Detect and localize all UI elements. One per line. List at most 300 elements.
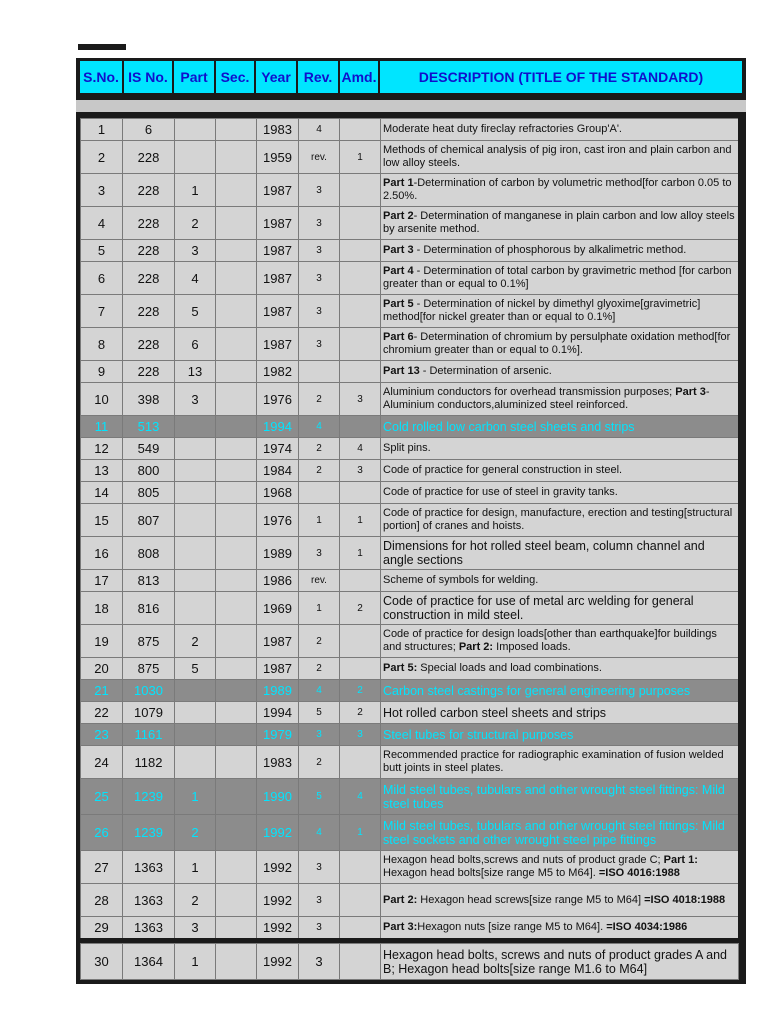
cell-sec [216,917,257,939]
cell-sec [216,262,257,295]
cell-sno: 30 [81,944,123,980]
description-text: Code of practice for use of metal arc welding for general construction in mild steel. [383,594,694,622]
table-row [81,240,739,262]
cell-amd [340,416,381,438]
table-row [81,438,739,460]
cell-year: 1983 [257,746,299,779]
cell-amd: 3 [340,724,381,746]
cell-part: 2 [175,625,216,658]
cell-description [381,884,739,917]
cell-description [381,438,739,460]
cell-part [175,460,216,482]
description-text: Scheme of symbols for welding. [383,574,539,586]
cell-description [381,119,739,141]
header-isno: IS No. [124,61,174,93]
cell-sno: 2 [81,141,123,174]
cell-amd: 2 [340,592,381,625]
cell-year: 1987 [257,174,299,207]
table-row [81,262,739,295]
cell-part [175,724,216,746]
cell-rev: 3 [299,884,340,917]
description-part-label: Part 5: [383,662,418,674]
description-text: - Determination of manganese in plain carbon and low alloy steels by arsenite method. [383,210,735,235]
description-text: Hexagon head bolts, screws and nuts of product grades A and B; Hexagon head bolts[size range M1.6 to M64] [383,947,727,976]
cell-isno: 1079 [123,702,175,724]
description-part-label: Part 1 [383,177,414,189]
cell-isno: 1239 [123,815,175,851]
cell-sec [216,779,257,815]
cell-description [381,680,739,702]
cell-rev: 5 [299,779,340,815]
cell-part: 2 [175,884,216,917]
cell-sec [216,141,257,174]
cell-sec [216,504,257,537]
cell-isno: 1030 [123,680,175,702]
description-text: - Determination of arsenic. [419,365,552,377]
cell-isno: 398 [123,383,175,416]
header-description: DESCRIPTION (TITLE OF THE STANDARD) [380,61,742,93]
cell-sno: 9 [81,361,123,383]
cell-amd [340,295,381,328]
cell-amd [340,328,381,361]
cell-isno: 228 [123,141,175,174]
cell-amd [340,944,381,980]
table-row [81,537,739,570]
cell-sno: 13 [81,460,123,482]
cell-rev: 3 [299,851,340,884]
description-text: Hexagon head bolts,screws and nuts of product grade C; [383,854,664,866]
description-part-label: Part 1: [663,854,698,866]
tail-body [81,944,739,980]
description-text: Code of practice for design, manufacture, erection and testing[structural portion] of cranes and hoists. [383,507,733,532]
description-part-label: Part 5 [383,298,414,310]
cell-description [381,416,739,438]
cell-year: 1982 [257,361,299,383]
description-text: -Determination of carbon by volumetric method[for carbon 0.05 to 2.50%. [383,177,732,202]
cell-sec [216,570,257,592]
description-part-label: Part 4 [383,265,414,277]
cell-rev: 2 [299,625,340,658]
cell-description [381,537,739,570]
cell-description [381,460,739,482]
cell-part [175,416,216,438]
cell-amd [340,262,381,295]
description-text: Special loads and load combinations. [417,662,602,674]
table-row [81,482,739,504]
cell-amd [340,658,381,680]
cell-sno: 19 [81,625,123,658]
cell-isno: 1161 [123,724,175,746]
cell-sec [216,207,257,240]
cell-amd [340,746,381,779]
cell-part: 13 [175,361,216,383]
table-row [81,328,739,361]
cell-amd [340,884,381,917]
cell-part: 3 [175,240,216,262]
cell-description [381,851,739,884]
cell-rev: 3 [299,917,340,939]
cell-sno: 18 [81,592,123,625]
cell-rev: 4 [299,815,340,851]
cell-part [175,680,216,702]
cell-isno: 549 [123,438,175,460]
description-text: Methods of chemical analysis of pig iron, cast iron and plain carbon and low alloy steels. [383,144,732,169]
cell-year: 1987 [257,625,299,658]
cell-sec [216,724,257,746]
cell-description [381,240,739,262]
cell-part [175,746,216,779]
tail-table-container [80,943,738,981]
description-text: - Aluminium conductors,aluminized steel reinforced. [383,386,710,411]
cell-rev: 1 [299,504,340,537]
cell-year: 1987 [257,658,299,680]
cell-isno: 807 [123,504,175,537]
description-part-label: Part 2 [383,210,414,222]
cell-amd: 1 [340,815,381,851]
tail-table [80,943,739,980]
cell-isno: 228 [123,207,175,240]
cell-part: 3 [175,383,216,416]
cell-part [175,438,216,460]
cell-sec [216,240,257,262]
description-part-label: Part 2: [383,893,418,906]
header-year: Year [256,61,298,93]
cell-description [381,383,739,416]
table-row [81,570,739,592]
cell-description [381,207,739,240]
cell-year: 1989 [257,680,299,702]
cell-rev: 4 [299,119,340,141]
description-part-label: =ISO 4016:1988 [598,867,680,879]
cell-sno: 22 [81,702,123,724]
cell-sno: 16 [81,537,123,570]
cell-rev [299,482,340,504]
cell-sec [216,460,257,482]
cell-description [381,746,739,779]
cell-sno: 10 [81,383,123,416]
cell-rev: 2 [299,460,340,482]
cell-isno: 875 [123,625,175,658]
description-part-label: Part 2: [458,641,494,653]
cell-description [381,815,739,851]
cell-part [175,592,216,625]
cell-sno: 27 [81,851,123,884]
header-sec: Sec. [216,61,256,93]
table-row [81,680,739,702]
cell-sno: 17 [81,570,123,592]
cell-rev: 4 [299,416,340,438]
table-row [81,658,739,680]
table-row [81,383,739,416]
cell-sec [216,625,257,658]
table-row [81,119,739,141]
cell-part [175,504,216,537]
cell-part: 2 [175,207,216,240]
cell-sec [216,680,257,702]
cell-description [381,361,739,383]
cell-amd: 3 [340,460,381,482]
cell-sec [216,851,257,884]
cell-sno: 23 [81,724,123,746]
header-amd: Amd. [340,61,380,93]
cell-rev: 2 [299,383,340,416]
cell-description [381,724,739,746]
cell-description [381,917,739,939]
cell-amd: 4 [340,438,381,460]
description-text: Split pins. [383,442,431,454]
cell-amd: 4 [340,779,381,815]
cell-sno: 26 [81,815,123,851]
description-text: Carbon steel castings for general engineering purposes [383,683,691,698]
cell-description [381,625,739,658]
cell-year: 1976 [257,383,299,416]
cell-description [381,504,739,537]
cell-amd: 1 [340,141,381,174]
cell-isno: 816 [123,592,175,625]
table-row [81,884,739,917]
standards-table-container [80,118,738,938]
cell-sec [216,658,257,680]
cell-amd [340,119,381,141]
cell-year: 1987 [257,328,299,361]
cell-year: 1994 [257,702,299,724]
table-row [81,917,739,939]
description-text: Cold rolled low carbon steel sheets and strips [383,419,635,434]
cell-rev: 3 [299,240,340,262]
header-part: Part [174,61,216,93]
cell-description [381,570,739,592]
cell-year: 1969 [257,592,299,625]
cell-sec [216,884,257,917]
table-row [81,625,739,658]
cell-sec [216,815,257,851]
cell-rev: 2 [299,746,340,779]
table-row [81,944,739,980]
cell-sno: 5 [81,240,123,262]
cell-rev: 2 [299,438,340,460]
cell-rev: 1 [299,592,340,625]
description-text: Dimensions for hot rolled steel beam, column channel and angle sections [383,539,705,567]
cell-description [381,174,739,207]
cell-description [381,944,739,980]
description-text: Steel tubes for structural purposes [383,727,574,742]
cell-sec [216,592,257,625]
description-text: Hexagon head bolts[size range M5 to M64]. [383,867,599,879]
cell-rev: 3 [299,944,340,980]
cell-part [175,482,216,504]
description-text: - Determination of total carbon by gravimetric method [for carbon greater than or equal to 0.1%] [383,265,732,290]
cell-rev [299,361,340,383]
cell-year: 1974 [257,438,299,460]
cell-rev: 4 [299,680,340,702]
cell-part [175,141,216,174]
cell-isno: 808 [123,537,175,570]
cell-year: 1987 [257,262,299,295]
table-row [81,815,739,851]
cell-amd [340,361,381,383]
cell-year: 1976 [257,504,299,537]
description-text: Code of practice for design loads[other than earthquake]for buildings and structures; [383,628,717,653]
cell-year: 1987 [257,207,299,240]
description-text: Recommended practice for radiographic examination of fusion welded butt joints in steel plates. [383,749,724,774]
cell-part [175,119,216,141]
cell-description [381,262,739,295]
cell-sec [216,482,257,504]
description-text: Hexagon nuts [size range M5 to M64]. [417,921,607,933]
table-header [80,61,742,93]
cell-rev: 2 [299,658,340,680]
cell-year: 1990 [257,779,299,815]
table-row [81,361,739,383]
cell-part: 1 [175,174,216,207]
cell-sno: 4 [81,207,123,240]
cell-rev: 3 [299,262,340,295]
cell-rev: rev. [299,141,340,174]
cell-part: 4 [175,262,216,295]
table-row [81,746,739,779]
description-text: Moderate heat duty fireclay refractories Group'A'. [383,123,622,135]
cell-sec [216,174,257,207]
cell-amd [340,625,381,658]
cell-sno: 1 [81,119,123,141]
cell-sno: 8 [81,328,123,361]
cell-isno: 1363 [123,884,175,917]
description-text: Code of practice for general construction in steel. [383,464,623,476]
cell-part [175,537,216,570]
cell-sec [216,702,257,724]
header-sno: S.No. [80,61,124,93]
cell-part [175,702,216,724]
top-decorative-bar [78,44,126,50]
cell-isno: 805 [123,482,175,504]
table-row [81,851,739,884]
cell-isno: 813 [123,570,175,592]
cell-sec [216,328,257,361]
cell-sno: 12 [81,438,123,460]
table-row [81,141,739,174]
cell-year: 1968 [257,482,299,504]
cell-isno: 1182 [123,746,175,779]
header-rev: Rev. [298,61,340,93]
description-text: Code of practice for use of steel in gravity tanks. [383,486,618,498]
cell-part: 3 [175,917,216,939]
cell-rev: 3 [299,537,340,570]
cell-sec [216,361,257,383]
table-body [81,119,739,939]
cell-sec [216,944,257,980]
cell-rev: 5 [299,702,340,724]
cell-isno: 228 [123,328,175,361]
cell-description [381,482,739,504]
cell-amd [340,482,381,504]
cell-rev: rev. [299,570,340,592]
cell-description [381,328,739,361]
cell-sec [216,119,257,141]
cell-part: 5 [175,295,216,328]
cell-year: 1989 [257,537,299,570]
cell-part: 1 [175,944,216,980]
description-part-label: Part 3 [383,244,414,256]
cell-sec [216,438,257,460]
cell-sec [216,537,257,570]
cell-isno: 800 [123,460,175,482]
header-separator [76,100,746,112]
cell-isno: 228 [123,295,175,328]
cell-year: 1986 [257,570,299,592]
cell-part: 2 [175,815,216,851]
description-text: - Determination of phosphorous by alkalimetric method. [413,244,687,256]
cell-sno: 24 [81,746,123,779]
cell-amd: 2 [340,702,381,724]
cell-year: 1984 [257,460,299,482]
description-part-label: Part 6 [383,331,414,343]
cell-isno: 1363 [123,917,175,939]
description-text: Aluminium conductors for overhead transmission purposes; [383,386,676,398]
cell-amd: 2 [340,680,381,702]
table-row [81,504,739,537]
cell-sec [216,746,257,779]
cell-amd [340,851,381,884]
description-part-label: =ISO 4034:1986 [606,921,688,933]
table-row [81,174,739,207]
cell-sno: 28 [81,884,123,917]
standards-table [80,118,738,938]
table-row [81,592,739,625]
cell-year: 1983 [257,119,299,141]
cell-year: 1959 [257,141,299,174]
cell-year: 1987 [257,240,299,262]
cell-amd [340,207,381,240]
cell-part [175,570,216,592]
description-text: Hexagon head screws[size range M5 to M64] [417,893,645,906]
cell-isno: 228 [123,174,175,207]
cell-amd [340,917,381,939]
cell-sec [216,383,257,416]
description-text: Mild steel tubes, tubulars and other wrought steel fittings: Mild steel tubes [383,782,725,811]
cell-description [381,779,739,815]
cell-sec [216,416,257,438]
description-text: - Determination of nickel by dimethyl glyoxime[gravimetric] method[for nickel greater than or equal to 0.1%] [383,298,701,323]
cell-isno: 228 [123,262,175,295]
cell-amd [340,174,381,207]
cell-sno: 20 [81,658,123,680]
description-part-label: Part 13 [383,365,420,377]
cell-sno: 3 [81,174,123,207]
description-part-label: Part 3: [383,921,418,933]
table-row [81,295,739,328]
cell-isno: 6 [123,119,175,141]
cell-rev: 3 [299,724,340,746]
cell-description [381,141,739,174]
cell-year: 1987 [257,295,299,328]
table-row [81,779,739,815]
cell-part: 1 [175,851,216,884]
description-text: - Determination of chromium by persulphate oxidation method[for chromium greater than or equal to 0.1%]. [383,331,731,356]
cell-part: 5 [175,658,216,680]
description-text: Mild steel tubes, tubulars and other wrought steel fittings: Mild steel sockets and other wrought steel pipe fittings [383,818,725,847]
cell-isno: 1239 [123,779,175,815]
cell-description [381,295,739,328]
cell-isno: 228 [123,361,175,383]
cell-isno: 228 [123,240,175,262]
cell-amd: 1 [340,537,381,570]
cell-isno: 513 [123,416,175,438]
cell-rev: 3 [299,174,340,207]
cell-amd: 1 [340,504,381,537]
cell-description [381,658,739,680]
table-row [81,460,739,482]
description-part-label: =ISO 4018:1988 [644,893,726,906]
